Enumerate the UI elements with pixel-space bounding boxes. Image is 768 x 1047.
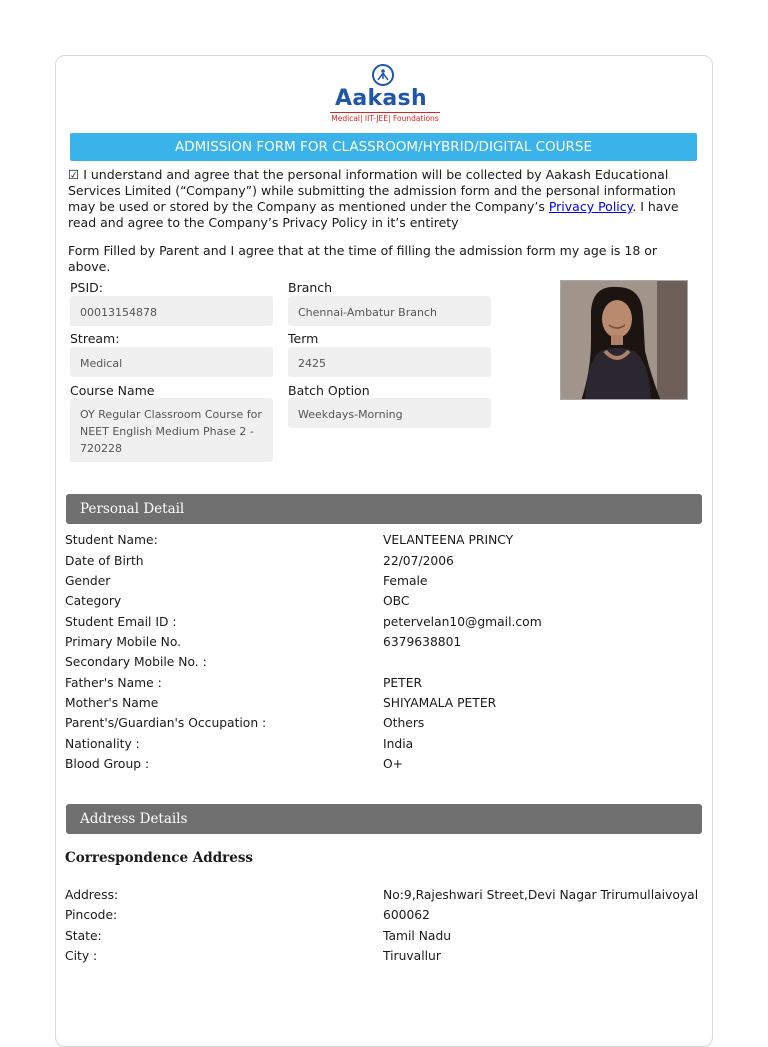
batch-option-label: Batch Option bbox=[288, 383, 370, 398]
row-value: petervelan10@gmail.com bbox=[383, 615, 542, 629]
row-label: City : bbox=[65, 949, 98, 963]
row-value: 600062 bbox=[383, 908, 430, 922]
psid-label: PSID: bbox=[70, 280, 103, 295]
personal-row bbox=[65, 574, 705, 594]
row-label: Secondary Mobile No. : bbox=[65, 655, 207, 669]
personal-row bbox=[65, 696, 705, 716]
address-details-header: Address Details bbox=[66, 804, 702, 834]
logo-wordmark: Aakash bbox=[335, 86, 427, 111]
row-value: SHIYAMALA PETER bbox=[383, 696, 497, 710]
aakash-logo bbox=[329, 64, 441, 126]
row-label: Father's Name : bbox=[65, 676, 162, 690]
psid-field: 00013154878 bbox=[70, 296, 273, 326]
personal-row bbox=[65, 615, 705, 635]
term-label: Term bbox=[288, 331, 319, 346]
form-filled-note: Form Filled by Parent and I agree that at the time of filling the admission form my age is 18 or above. bbox=[68, 243, 658, 274]
row-value: Others bbox=[383, 716, 425, 730]
personal-row bbox=[65, 716, 705, 736]
row-label: Address: bbox=[65, 888, 119, 902]
personal-row bbox=[65, 655, 705, 675]
row-value: India bbox=[383, 737, 414, 751]
row-label: Mother's Name bbox=[65, 696, 159, 710]
stream-field: Medical bbox=[70, 347, 273, 377]
row-value: OBC bbox=[383, 594, 410, 608]
student-photo bbox=[560, 280, 688, 400]
row-value: 22/07/2006 bbox=[383, 554, 454, 568]
privacy-policy-link[interactable]: Privacy Policy bbox=[548, 199, 633, 214]
row-value: Tamil Nadu bbox=[383, 929, 452, 943]
personal-detail-header: Personal Detail bbox=[66, 494, 702, 524]
personal-row bbox=[65, 635, 705, 655]
row-label: Gender bbox=[65, 574, 111, 588]
course-name-field: OY Regular Classroom Course for NEET English Medium Phase 2 - 720228 bbox=[70, 398, 273, 462]
row-label: Blood Group : bbox=[65, 757, 150, 771]
term-field: 2425 bbox=[288, 347, 491, 377]
personal-row bbox=[65, 676, 705, 696]
logo-emblem-icon bbox=[372, 64, 394, 86]
address-row bbox=[65, 908, 705, 928]
personal-row bbox=[65, 554, 705, 574]
consent-text-before: I understand and agree that the personal information will be collected by Aakash Educational Services Limited (“Company”) while submitting the admission form and the personal information may be used or stored by the Company as mentioned under the Company’s bbox=[68, 167, 676, 214]
consent-checkbox[interactable]: ☑ bbox=[68, 167, 80, 182]
address-row bbox=[65, 888, 705, 908]
row-value: PETER bbox=[383, 676, 423, 690]
personal-row bbox=[65, 594, 705, 614]
address-row bbox=[65, 949, 705, 969]
consent-statement bbox=[68, 167, 698, 231]
row-label: Student Name: bbox=[65, 533, 158, 547]
row-value: Tiruvallur bbox=[383, 949, 441, 963]
row-label: State: bbox=[65, 929, 102, 943]
form-title-banner: ADMISSION FORM FOR CLASSROOM/HYBRID/DIGITAL COURSE bbox=[70, 133, 697, 161]
row-value: VELANTEENA PRINCY bbox=[383, 533, 514, 547]
row-label: Parent's/Guardian's Occupation : bbox=[65, 716, 267, 730]
row-label: Date of Birth bbox=[65, 554, 144, 568]
row-value: 6379638801 bbox=[383, 635, 462, 649]
row-value: O+ bbox=[383, 757, 403, 771]
personal-row bbox=[65, 757, 705, 777]
branch-field: Chennai-Ambatur Branch bbox=[288, 296, 491, 326]
personal-row bbox=[65, 737, 705, 757]
correspondence-address-heading: Correspondence Address bbox=[65, 850, 254, 866]
branch-label: Branch bbox=[288, 280, 333, 295]
row-value: Female bbox=[383, 574, 428, 588]
row-label: Student Email ID : bbox=[65, 615, 177, 629]
row-label: Primary Mobile No. bbox=[65, 635, 182, 649]
row-label: Pincode: bbox=[65, 908, 118, 922]
stream-label: Stream: bbox=[70, 331, 120, 346]
logo-tagline: Medical| IIT-JEE| Foundations bbox=[331, 114, 439, 123]
address-row bbox=[65, 929, 705, 949]
course-name-label: Course Name bbox=[70, 383, 155, 398]
row-label: Category bbox=[65, 594, 122, 608]
row-label: Nationality : bbox=[65, 737, 140, 751]
consent-text-after: . I have read and agree to the Company’s Privacy Policy in it’s entirety bbox=[68, 199, 679, 230]
personal-row bbox=[65, 533, 705, 553]
batch-option-field: Weekdays-Morning bbox=[288, 398, 491, 428]
row-value: No:9,Rajeshwari Street,Devi Nagar Trirumullaivoyal bbox=[383, 888, 699, 902]
